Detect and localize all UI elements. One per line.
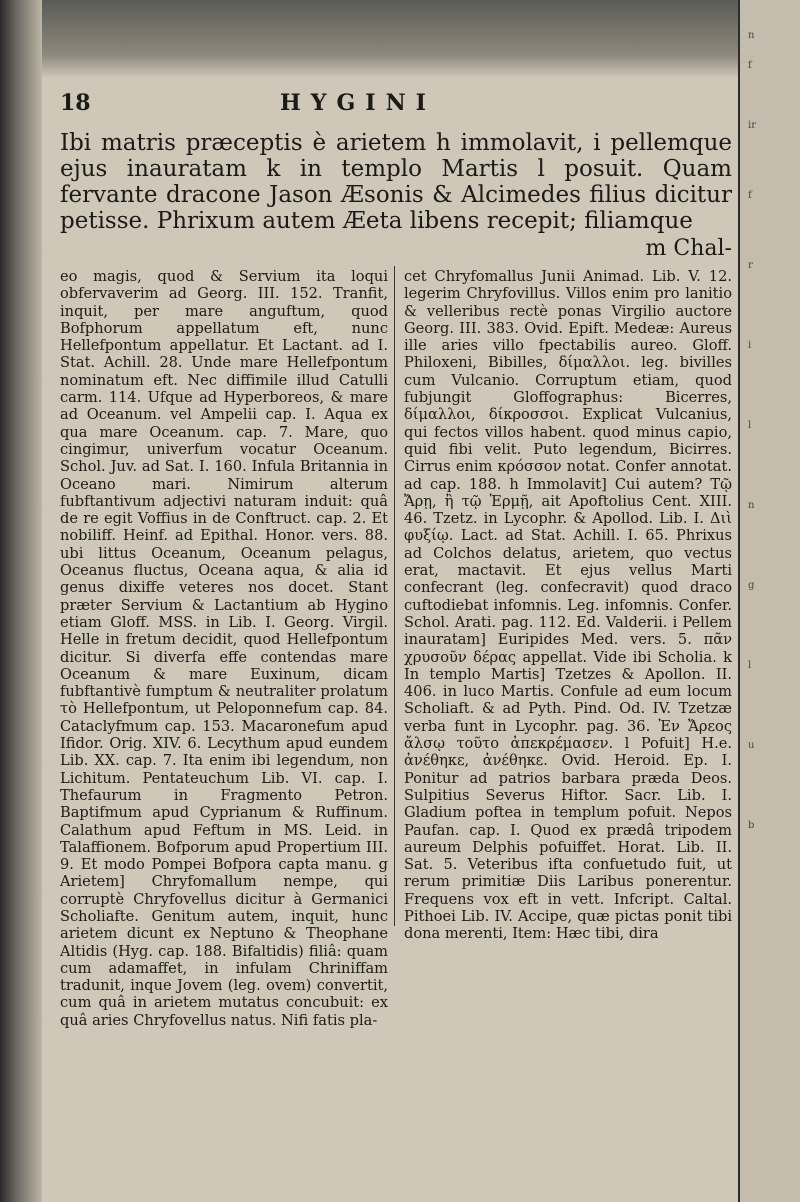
notes-left-text: eo magis, quod & Servium ita loqui obfervaverim ad Georg. III. 152. Tranfit, inquit, per mare anguftum, quod Bofphorum appellatum eft, nunc Hellefpontum appellatur. Et Lactant. ad I. Stat. Achill. 28. Unde mare Hellefpontum nominatum eft. Nec diffimile illud Catulli carm. 114. Ufque ad Hyperboreos, & mare ad Oceanum. vel Ampelii cap. I. Aqua ex qua mare Oceanum. cap. 7. Mare, quo cingimur, univerfum vocatur Oceanum. Schol. Juv. ad Sat. I. 160. Infula Britannia in Oceano mari. Nimirum alterum fubftantivum adjectivi naturam induit: quâ de re egit Voffius in de Conftruct. cap. 2. Et nobiliff. Heinf. ad Epithal. Honor. vers. 88. ubi littus Oceanum, Oceanum pelagus, Oceanus fluctus, Oceana aqua, & alia id genus dixiffe veteres nos docet. Stant præter Servium & Lactantium ab Hygino etiam Gloff. MSS. in Lib. I. Georg. Virgil. Helle in fretum decidit, quod Hellefpontum dicitur. Si diverfa effe contendas mare Oceanum & mare Euxinum, dicam fubftantivè fumptum & neutraliter prolatum τὸ Hellefpontum, ut Peloponnefum cap. 84. Cataclyfmum cap. 153. Macaronefum apud Ifidor. Orig. XIV. 6. Lecythum apud eundem Lib. XX. cap. 7. Ita enim ibi legendum, non Lichitum. Pentateuchum Lib. VI. cap. I. Thefaurum in Fragmento Petron. Baptifmum apud Cyprianum & Ruffinum. Calathum apud Feftum in MS. Leid. in Talaffionem. Bofporum apud Propertium III. 9. Et modo Pompei Bofpora capta manu. g Arietem] Chryfomallum nempe, qui corruptè Chryfovellus dicitur à Germanici Scholiafte. Genitum autem, inquit, hunc arietem dicunt ex Neptuno & Theophane Altidis (Hyg. cap. 188. Bifaltidis) filiâ: quam cum adamaffet, in infulam Chriniffam tradunit, inque Jovem (leg. ovem) convertit, cum quâ in arietem mutatus concubuit: ex quâ aries Chryfovellus natus. Nifi fatis pla- xyxy=(60,268,388,1029)
page-content xyxy=(60,90,732,1170)
notes-column-right xyxy=(404,268,732,943)
main-text-block xyxy=(60,130,732,234)
notes-column-left xyxy=(60,268,388,1029)
binding-gutter xyxy=(0,0,42,1202)
main-text: Ibi matris præceptis è arietem h immolavit, i pellemque ejus inauratam k in templo Martis l posuit. Quam fervante dracone Jason Æsonis & Alcimedes filius dicitur petisse. Phrixum autem Æeta libens recepit; filiamque xyxy=(60,130,732,234)
page-header xyxy=(60,90,732,120)
page-number: 18 xyxy=(60,90,91,116)
notes-right-text: cet Chryfomallus Junii Animad. Lib. V. 12. legerim Chryfovillus. Villos enim pro lanitio & velleribus rectè ponas Virgilio auctore Georg. III. 383. Ovid. Epift. Medeæ: Aureus ille aries villo fpectabilis aureo. Gloff. Philoxeni, Bibilles, δίμαλλοι. leg. bivilles cum Vulcanio. Corruptum etiam, quod fubjungit Gloffographus: Bicerres, δίμαλλοι, δίκροσσοι. Explicat Vulcanius, qui fectos villos habent. quod minus capio, quid fibi velit. Puto legendum, Bicirres. Cirrus enim κρόσσον notat. Confer annotat. ad cap. 188. h Immolavit] Cui autem? Τῷ Ἄρῃ, ἢ τῷ Ἑρμῇ, ait Apoftolius Cent. XIII. 46. Tzetz. in Lycophr. & Apollod. Lib. I. Διὶ φυξίῳ. Lact. ad Stat. Achill. I. 65. Phrixus ad Colchos delatus, arietem, quo vectus erat, mactavit. Et ejus vellus Marti confecrant (leg. confecravit) quod draco cuftodiebat infomnis. Leg. infomnis. Confer. Schol. Arati. pag. 112. Ed. Valderii. i Pellem inauratam] Euripides Med. vers. 5. πᾶν χρυσοῦν δέρας appellat. Vide ibi Scholia. k In templo Martis] Tzetzes & Apollon. II. 406. in luco Martis. Confule ad eum locum Scholiaft. & ad Pyth. Pind. Od. IV. Tzetzæ verba funt in Lycophr. pag. 36. Ἐν Ἄρεος ἄλσῳ τοῦτο ἀπεκρέμασεν. l Pofuit] H.e. ἀνέθηκε, ἀνέθηκε. Ovid. Heroid. Ep. I. Ponitur ad patrios barbara præda Deos. Sulpitius Severus Hiftor. Sacr. Lib. I. Gladium poftea in templum pofuit. Nepos Paufan. cap. I. Quod ex prædâ tripodem aureum Delphis pofuiffet. Horat. Lib. II. Sat. 5. Veteribus ifta confuetudo fuit, ut rerum primitiæ Diis Laribus ponerentur. Frequens vox eft in vett. Infcript. Caltal. Pithoei Lib. IV. Accipe, quæ pictas ponit tibi dona merenti, Item: Hæc tibi, dira xyxy=(404,268,732,943)
page-top-shadow xyxy=(0,0,800,78)
catch-word: m Chal- xyxy=(645,236,732,261)
adjacent-page-edge: n f ir f r i l n g l u b xyxy=(738,0,800,1202)
column-divider xyxy=(394,266,395,926)
running-head: HYGINI xyxy=(280,90,436,116)
